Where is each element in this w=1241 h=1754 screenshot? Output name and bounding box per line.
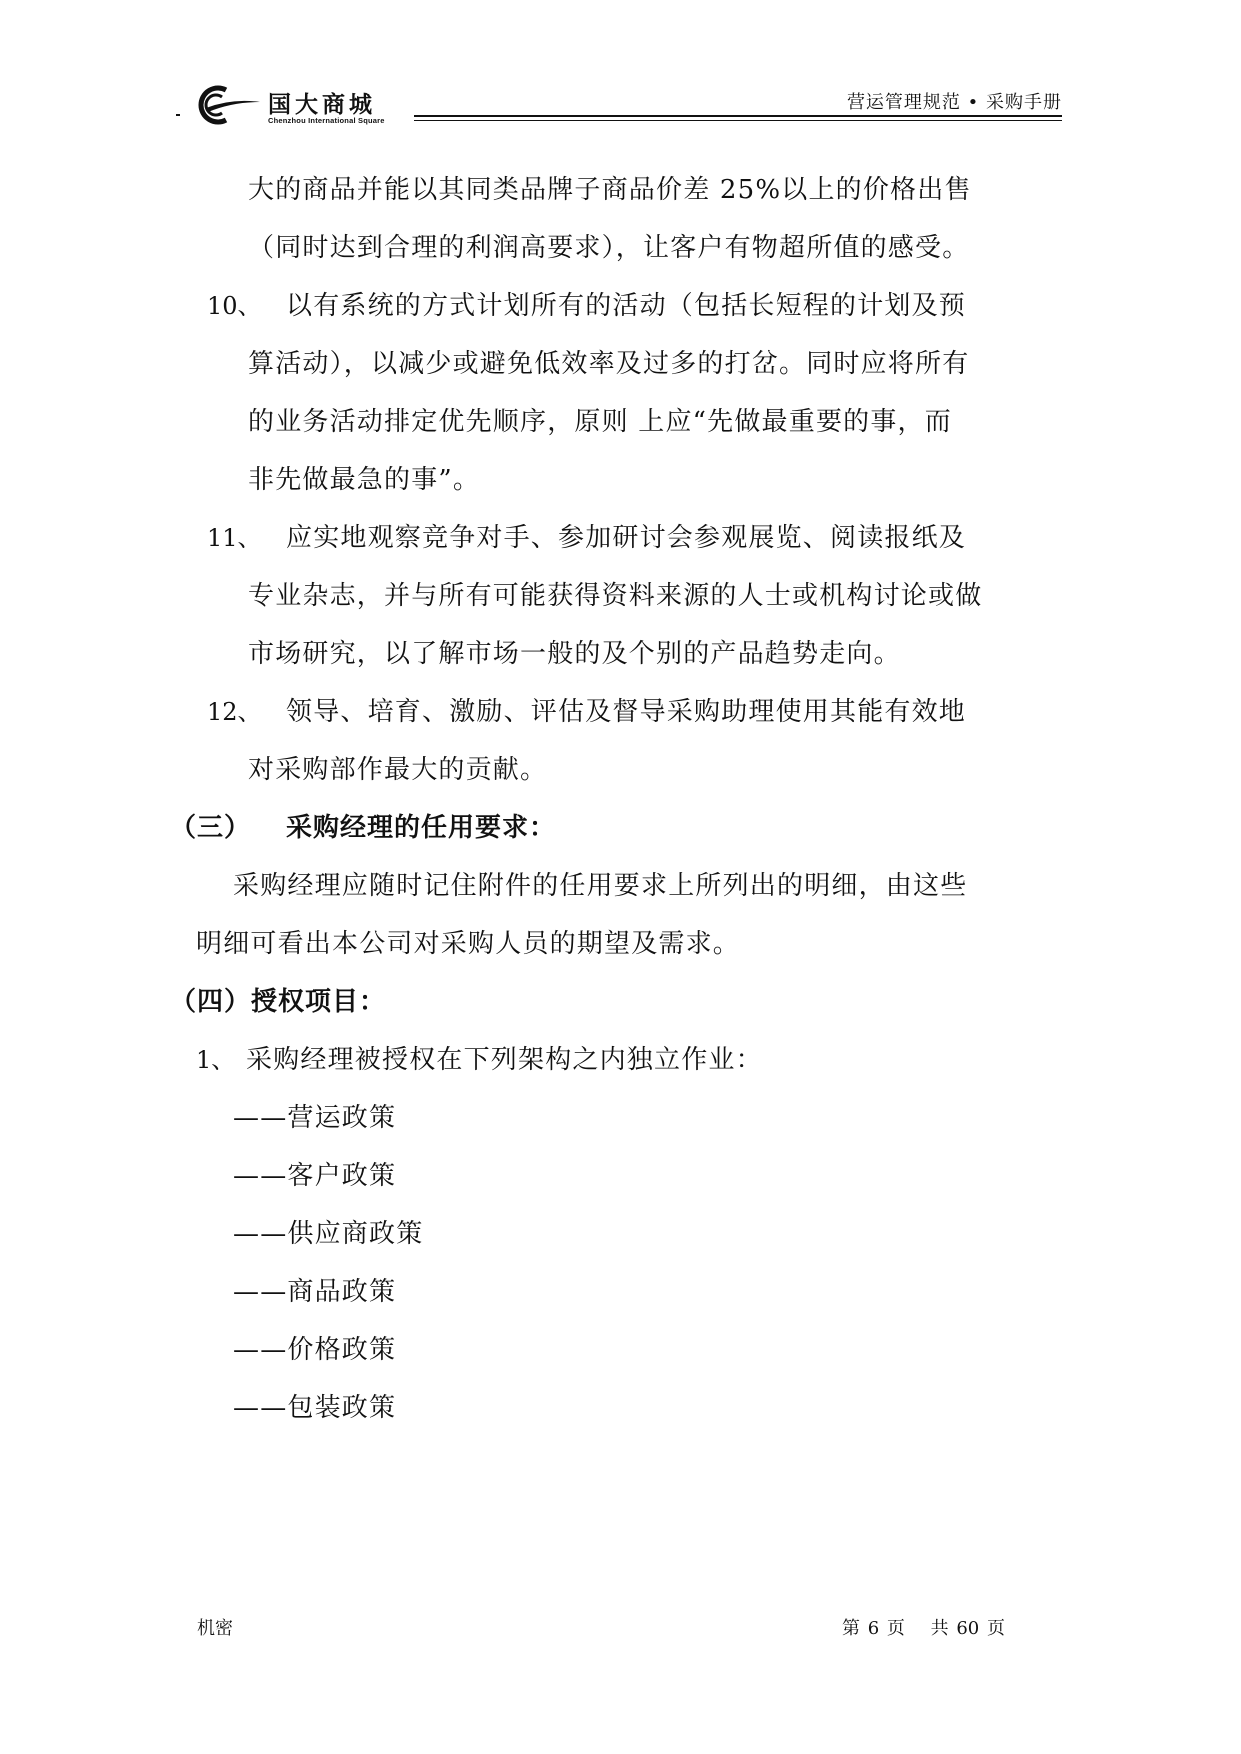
paragraph-line: 的业务活动排定优先顺序，原则 上应“先做最重要的事，而	[248, 407, 952, 437]
section-heading: （四）授权项目：	[170, 987, 387, 1017]
footer-page-number: 第 6 页 共 60 页	[842, 1618, 1005, 1639]
header-rule-thin	[414, 120, 1062, 121]
paragraph-line: 专业杂志，并与所有可能获得资料来源的人士或机构讨论或做	[248, 581, 983, 611]
policy-item: ——价格政策	[233, 1335, 397, 1365]
page-header	[180, 78, 1062, 128]
paragraph-line: 非先做最急的事”。	[248, 465, 481, 495]
paragraph-line: 大的商品并能以其同类品牌子商品价差 25%以上的价格出售	[248, 175, 972, 205]
header-rule	[414, 115, 1062, 117]
header-title: 营运管理规范 • 采购手册	[846, 92, 1062, 113]
company-logo	[180, 78, 390, 126]
circular-swoosh-logo-icon	[192, 84, 262, 126]
paragraph-line: 算活动），以减少或避免低效率及过多的打岔。同时应将所有	[248, 349, 970, 379]
logo-chinese-name: 国大商城	[268, 92, 376, 118]
policy-item: ——供应商政策	[233, 1219, 424, 1249]
paragraph-line: 对采购部作最大的贡献。	[248, 755, 548, 785]
paragraph-line: 市场研究，以了解市场一般的及个别的产品趋势走向。	[248, 639, 901, 669]
policy-item: ——商品政策	[233, 1277, 397, 1307]
item-number: 12、	[207, 698, 262, 726]
item-number: 10、	[207, 292, 262, 320]
paragraph-line: 采购经理应随时记住附件的任用要求上所列出的明细，由这些	[233, 871, 968, 901]
footer-confidential: 机密	[197, 1618, 233, 1639]
section-number: （三）	[170, 813, 252, 843]
paragraph-line: 明细可看出本公司对采购人员的期望及需求。	[196, 929, 741, 959]
paragraph-line: 应实地观察竞争对手、参加研讨会参观展览、阅读报纸及	[286, 523, 967, 553]
item-number: 11、	[207, 524, 262, 552]
item-number: 1、	[196, 1046, 236, 1074]
policy-item: ——营运政策	[233, 1103, 397, 1133]
paragraph-line: 以有系统的方式计划所有的活动（包括长短程的计划及预	[286, 291, 967, 321]
paragraph-line: （同时达到合理的利润高要求），让客户有物超所值的感受。	[248, 233, 970, 263]
policy-item: ——包装政策	[233, 1393, 397, 1423]
paragraph-line: 采购经理被授权在下列架构之内独立作业：	[246, 1045, 763, 1075]
logo-english-name: Chenzhou International Square	[268, 116, 385, 125]
section-heading: 采购经理的任用要求：	[286, 813, 557, 843]
policy-item: ——客户政策	[233, 1161, 397, 1191]
paragraph-line: 领导、培育、激励、评估及督导采购助理使用其能有效地	[286, 697, 967, 727]
